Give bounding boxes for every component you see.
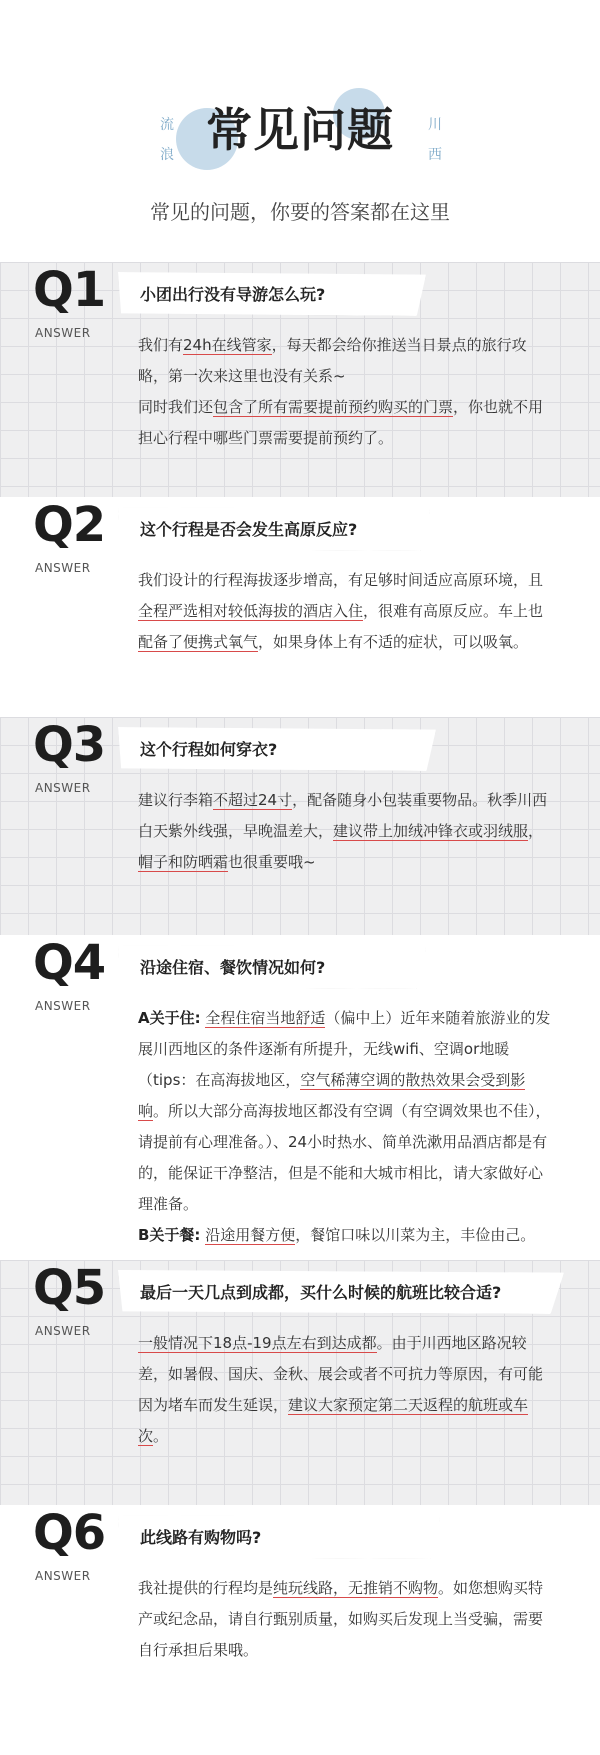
question-number: Q4 (33, 935, 106, 991)
question-number: Q3 (33, 717, 106, 773)
answer-text (138, 785, 554, 878)
highlighted-phrase: 帽子和防晒霜 (138, 853, 229, 871)
answer-subheading: A关于住: (138, 1009, 201, 1027)
answer-label: ANSWER (35, 999, 91, 1013)
highlighted-phrase: 24h在线管家 (183, 336, 272, 354)
highlighted-phrase: 一般情况下18点-19点左右到达成都 (138, 1334, 377, 1352)
question-text: 这个行程是否会发生高原反应? (140, 520, 358, 539)
answer-segment: ，很难有高原反应。车上也 (363, 602, 544, 620)
answer-segment: 我们有 (138, 336, 184, 354)
answer-subheading: B关于餐: (138, 1226, 201, 1244)
answer-label: ANSWER (35, 561, 91, 575)
answer-segment: 。由于川西地区路况较差，如暑假、国庆、金秋、展会或者不可抗力等原因，有可能因为堵车而发生延误， (138, 1334, 544, 1414)
faq-section-q6 (0, 1505, 600, 1755)
answer-label: ANSWER (35, 326, 91, 340)
highlighted-phrase: 包含了所有需要提前预约购买的门票 (213, 398, 454, 416)
highlighted-phrase: 不超过24寸 (213, 791, 293, 809)
side-text-left: 流 浪 (160, 117, 174, 163)
answer-label: ANSWER (35, 1569, 91, 1583)
highlighted-phrase: 纯玩线路，无推销不购物 (273, 1579, 439, 1597)
page-subtitle: 常见的问题，你要的答案都在这里 (150, 200, 450, 224)
faq-section-q3 (0, 717, 600, 935)
answer-segment: （偏中上）近年来随着旅游业的发展川西地区的条件逐渐有所提升，无线wifi、空调or地暖（tips：在高海拔地区， (138, 1009, 551, 1089)
faq-section-q1 (0, 262, 600, 497)
faq-section-q2 (0, 497, 600, 717)
answer-segment: 我们设计的行程海拔逐步增高，有足够时间适应高原环境，且 (138, 571, 544, 589)
highlighted-phrase: 建议带上加绒冲锋衣或羽绒服 (333, 822, 529, 840)
question-text: 这个行程如何穿衣? (140, 740, 278, 759)
answer-text (138, 1573, 554, 1666)
highlighted-phrase: 空气稀薄空调的散热效果会受到影响 (138, 1071, 526, 1120)
highlighted-phrase: 配备了便携式氧气 (138, 633, 259, 651)
answer-label: ANSWER (35, 1324, 91, 1338)
answer-segment: 。如您想购买特产或纪念品，请自行甄别质量，如购买后发现上当受骗，需要自行承担后果哦。 (138, 1579, 544, 1659)
question-number: Q2 (33, 497, 106, 553)
question-text: 此线路有购物吗? (140, 1528, 262, 1547)
page-header (0, 0, 600, 262)
question-number: Q6 (33, 1505, 106, 1561)
answer-segment: 。所以大部分高海拔地区都没有空调（有空调效果也不佳），请提前有心理准备。）、24小时热水、简单洗漱用品酒店都是有的，能保证干净整洁，但是不能和大城市相比，请大家做好心理准备。 (138, 1102, 551, 1213)
answer-segment: ， (528, 822, 544, 840)
answer-segment: 建议行李箱 (138, 791, 214, 809)
side-text-right: 川 西 (428, 117, 442, 163)
highlighted-phrase: 沿途用餐方便 (205, 1226, 296, 1244)
question-text: 最后一天几点到成都，买什么时候的航班比较合适? (140, 1283, 502, 1302)
answer-segment: ，如果身体上有不适的症状，可以吸氧。 (258, 633, 529, 651)
question-text: 沿途住宿、餐饮情况如何? (140, 958, 326, 977)
answer-segment: ，你也就不用担心行程中哪些门票需要提前预约了。 (138, 398, 544, 447)
question-number: Q1 (33, 262, 106, 318)
highlighted-phrase: 全程住宿当地舒适 (205, 1009, 326, 1027)
answer-text (138, 565, 554, 658)
answer-label: ANSWER (35, 781, 91, 795)
faq-section-q4 (0, 935, 600, 1260)
answer-segment: ，每天都会给你推送当日景点的旅行攻略，第一次来这里也没有关系~ (138, 336, 527, 385)
question-number: Q5 (33, 1260, 106, 1316)
question-text: 小团出行没有导游怎么玩? (140, 285, 326, 304)
answer-segment: 也很重要哦~ (228, 853, 316, 871)
answer-segment: ，配备随身小包装重要物品。秋季川西白天紫外线强，早晚温差大， (138, 791, 548, 840)
faq-section-q5 (0, 1260, 600, 1505)
highlighted-phrase: 建议大家预定第二天返程的航班或车次 (138, 1396, 529, 1445)
answer-text (138, 330, 554, 454)
answer-segment: 我社提供的行程均是 (138, 1579, 274, 1597)
highlighted-phrase: 全程严选相对较低海拔的酒店入住 (138, 602, 364, 620)
answer-segment: 。 (153, 1427, 169, 1445)
answer-text (138, 1328, 554, 1452)
page-title: 常见问题 (206, 103, 394, 157)
answer-segment: 同时我们还 (138, 398, 214, 416)
answer-segment: ，餐馆口味以川菜为主，丰俭由己。 (295, 1226, 536, 1244)
answer-text (138, 1003, 554, 1251)
